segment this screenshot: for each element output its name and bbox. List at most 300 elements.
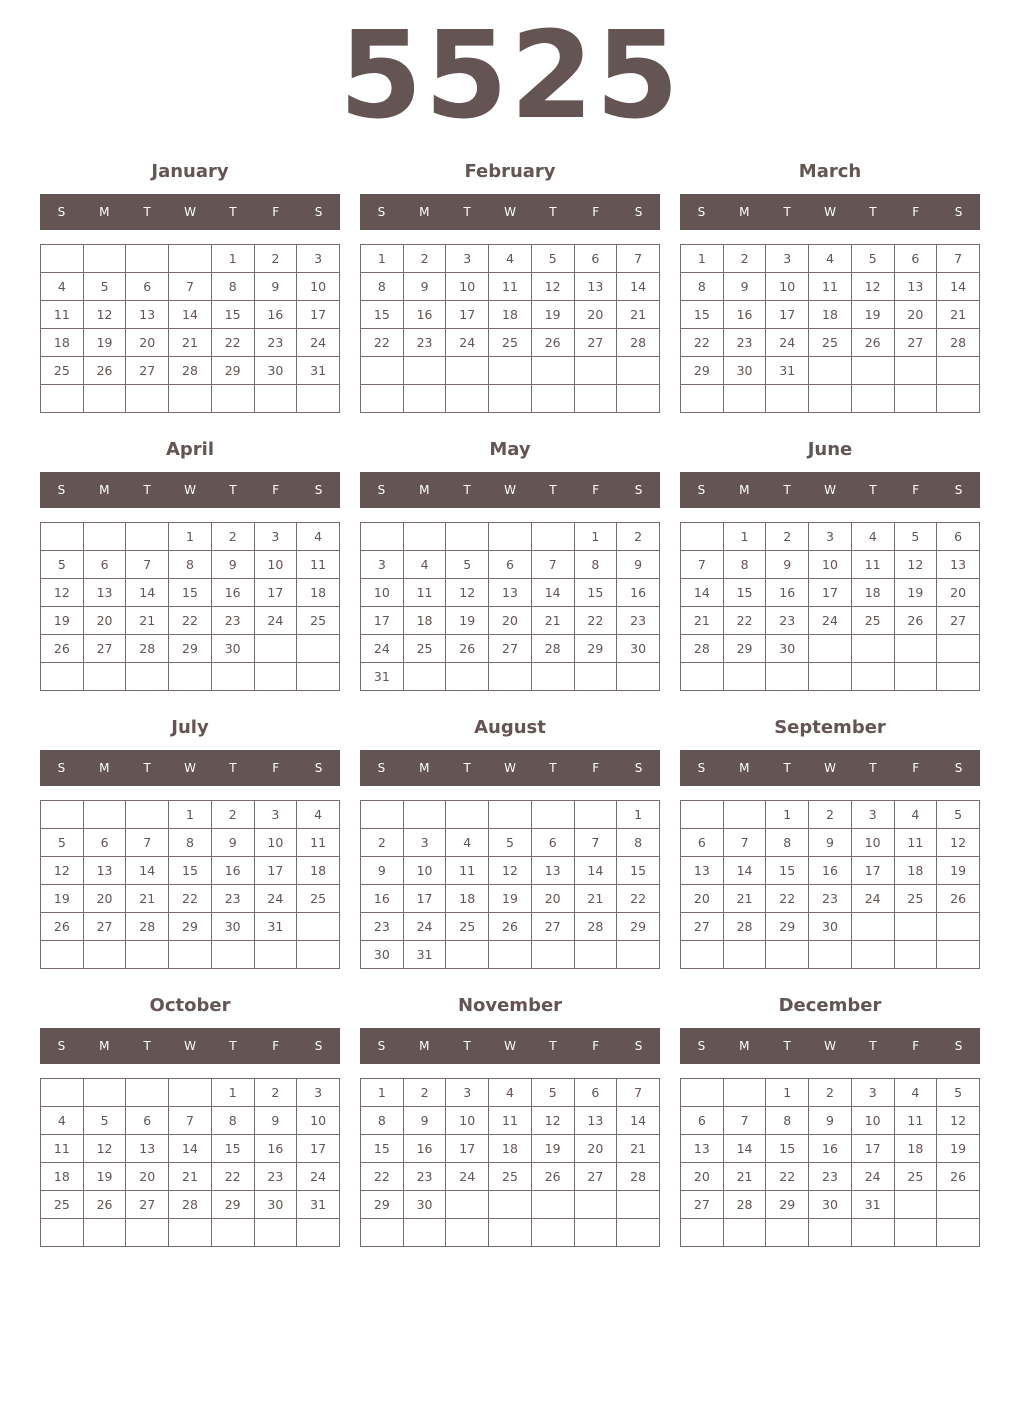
day-cell — [403, 801, 446, 829]
day-cell: 4 — [489, 1079, 532, 1107]
day-cell: 30 — [809, 1191, 852, 1219]
day-cell — [809, 663, 852, 691]
day-cell: 28 — [681, 635, 724, 663]
day-cell: 10 — [254, 551, 297, 579]
weekday-label: T — [869, 1039, 877, 1053]
day-cell: 1 — [361, 245, 404, 273]
day-cell — [41, 941, 84, 969]
day-cell: 27 — [83, 635, 126, 663]
day-cell — [254, 385, 297, 413]
day-cell — [937, 663, 980, 691]
day-cell — [531, 385, 574, 413]
day-cell: 31 — [766, 357, 809, 385]
day-cell: 31 — [297, 357, 340, 385]
day-cell: 9 — [361, 857, 404, 885]
day-grid — [40, 1078, 340, 1247]
day-cell: 9 — [254, 1107, 297, 1135]
weekday-header — [40, 194, 340, 230]
weekday-label: F — [272, 761, 280, 775]
month-name: October — [149, 995, 231, 1016]
day-cell — [851, 385, 894, 413]
day-cell: 14 — [723, 1135, 766, 1163]
week-row — [681, 273, 980, 301]
day-cell: 15 — [361, 1135, 404, 1163]
day-cell: 9 — [723, 273, 766, 301]
day-cell: 30 — [254, 1191, 297, 1219]
day-cell: 8 — [681, 273, 724, 301]
day-cell: 18 — [851, 579, 894, 607]
day-cell — [851, 635, 894, 663]
week-row — [361, 245, 660, 273]
weekday-label: S — [634, 205, 643, 219]
day-cell: 27 — [126, 1191, 169, 1219]
day-cell: 30 — [809, 913, 852, 941]
month-name: April — [165, 439, 215, 460]
day-cell — [83, 1079, 126, 1107]
day-cell: 20 — [531, 885, 574, 913]
weekday-label: T — [869, 483, 877, 497]
day-cell: 16 — [617, 579, 660, 607]
day-cell — [851, 941, 894, 969]
day-cell — [211, 941, 254, 969]
day-cell: 23 — [403, 1163, 446, 1191]
day-cell: 28 — [169, 1191, 212, 1219]
week-row — [681, 329, 980, 357]
day-cell: 30 — [766, 635, 809, 663]
day-cell: 10 — [766, 273, 809, 301]
week-row — [681, 1219, 980, 1247]
day-grid — [360, 1078, 660, 1247]
day-cell: 27 — [681, 913, 724, 941]
day-cell: 24 — [297, 329, 340, 357]
day-cell: 26 — [531, 329, 574, 357]
day-cell: 27 — [574, 1163, 617, 1191]
day-cell: 17 — [361, 607, 404, 635]
day-cell: 19 — [531, 301, 574, 329]
day-cell: 5 — [489, 829, 532, 857]
weekday-label: F — [272, 1039, 280, 1053]
day-cell: 27 — [894, 329, 937, 357]
day-cell: 28 — [617, 329, 660, 357]
day-cell: 1 — [211, 245, 254, 273]
day-cell: 26 — [446, 635, 489, 663]
day-cell: 27 — [126, 357, 169, 385]
day-cell: 18 — [446, 885, 489, 913]
day-cell: 4 — [41, 273, 84, 301]
day-cell — [574, 801, 617, 829]
weekday-label: M — [739, 205, 750, 219]
day-cell: 1 — [169, 801, 212, 829]
day-cell — [894, 357, 937, 385]
week-row — [361, 913, 660, 941]
day-cell — [937, 357, 980, 385]
day-cell: 11 — [489, 1107, 532, 1135]
weekday-label: T — [783, 483, 791, 497]
week-row — [361, 829, 660, 857]
day-cell: 4 — [41, 1107, 84, 1135]
day-cell: 21 — [169, 329, 212, 357]
day-cell — [617, 1191, 660, 1219]
day-cell: 1 — [766, 1079, 809, 1107]
week-row — [41, 941, 340, 969]
day-cell — [937, 1191, 980, 1219]
day-cell: 1 — [211, 1079, 254, 1107]
day-cell — [681, 1219, 724, 1247]
day-cell: 4 — [894, 1079, 937, 1107]
year-title: 5525 — [339, 7, 681, 146]
weekday-header — [360, 750, 660, 786]
day-grid — [680, 522, 980, 691]
day-cell: 4 — [851, 523, 894, 551]
day-cell: 3 — [446, 1079, 489, 1107]
day-cell: 23 — [809, 1163, 852, 1191]
week-row — [361, 301, 660, 329]
day-cell: 25 — [894, 1163, 937, 1191]
weekday-label: F — [272, 205, 280, 219]
day-cell — [41, 1079, 84, 1107]
day-cell: 20 — [574, 301, 617, 329]
weekday-label: T — [869, 205, 877, 219]
week-row — [681, 385, 980, 413]
day-cell: 5 — [41, 551, 84, 579]
weekday-label: T — [143, 483, 151, 497]
week-row — [41, 885, 340, 913]
day-cell: 22 — [361, 329, 404, 357]
day-cell — [531, 1191, 574, 1219]
week-row — [681, 801, 980, 829]
weekday-label: S — [634, 1039, 643, 1053]
day-cell: 23 — [809, 885, 852, 913]
day-cell: 19 — [531, 1135, 574, 1163]
day-cell: 26 — [41, 913, 84, 941]
day-cell: 18 — [41, 1163, 84, 1191]
day-cell: 25 — [489, 329, 532, 357]
day-cell — [723, 385, 766, 413]
day-cell — [361, 523, 404, 551]
week-row — [361, 273, 660, 301]
week-row — [41, 1191, 340, 1219]
day-cell — [297, 385, 340, 413]
day-cell: 18 — [403, 607, 446, 635]
day-cell: 25 — [41, 357, 84, 385]
day-cell — [851, 1219, 894, 1247]
day-cell: 15 — [766, 857, 809, 885]
day-cell: 11 — [809, 273, 852, 301]
day-cell: 25 — [403, 635, 446, 663]
day-cell — [851, 357, 894, 385]
day-cell — [937, 385, 980, 413]
day-cell: 13 — [83, 579, 126, 607]
week-row — [41, 385, 340, 413]
week-row — [41, 829, 340, 857]
day-cell: 15 — [169, 857, 212, 885]
week-row — [361, 523, 660, 551]
day-cell: 26 — [41, 635, 84, 663]
day-cell: 8 — [169, 829, 212, 857]
week-row — [41, 635, 340, 663]
day-cell: 14 — [574, 857, 617, 885]
day-grid — [40, 800, 340, 969]
day-grid — [680, 1078, 980, 1247]
day-cell — [809, 385, 852, 413]
day-cell: 25 — [809, 329, 852, 357]
day-cell: 7 — [723, 1107, 766, 1135]
day-cell: 1 — [169, 523, 212, 551]
day-cell — [681, 523, 724, 551]
weekday-label: T — [143, 761, 151, 775]
day-cell: 5 — [531, 245, 574, 273]
day-cell: 23 — [254, 1163, 297, 1191]
week-row — [681, 941, 980, 969]
day-cell: 3 — [809, 523, 852, 551]
day-cell: 2 — [766, 523, 809, 551]
weekday-label: S — [57, 205, 66, 219]
day-cell: 8 — [169, 551, 212, 579]
day-cell: 26 — [851, 329, 894, 357]
day-cell: 3 — [851, 801, 894, 829]
day-cell: 12 — [937, 829, 980, 857]
day-cell — [723, 941, 766, 969]
day-cell: 7 — [169, 273, 212, 301]
day-cell — [297, 1219, 340, 1247]
day-cell — [446, 385, 489, 413]
day-cell: 4 — [809, 245, 852, 273]
day-cell: 9 — [809, 829, 852, 857]
day-cell: 2 — [617, 523, 660, 551]
day-cell: 11 — [403, 579, 446, 607]
day-cell — [41, 663, 84, 691]
day-cell: 29 — [766, 1191, 809, 1219]
day-cell: 22 — [361, 1163, 404, 1191]
day-cell: 30 — [211, 913, 254, 941]
day-cell: 10 — [297, 273, 340, 301]
day-cell: 31 — [254, 913, 297, 941]
day-cell: 9 — [403, 273, 446, 301]
weekday-label: T — [549, 205, 557, 219]
day-cell: 4 — [297, 523, 340, 551]
weekday-label: S — [954, 761, 963, 775]
day-cell: 16 — [254, 1135, 297, 1163]
day-cell: 10 — [809, 551, 852, 579]
day-cell — [83, 385, 126, 413]
weekday-label: W — [184, 761, 196, 775]
day-cell: 11 — [297, 551, 340, 579]
day-cell: 29 — [681, 357, 724, 385]
day-cell: 17 — [254, 857, 297, 885]
month-name: September — [774, 717, 886, 738]
week-row — [41, 1219, 340, 1247]
weekday-label: S — [314, 761, 323, 775]
weekday-label: S — [954, 1039, 963, 1053]
week-row — [361, 1107, 660, 1135]
day-cell: 20 — [126, 329, 169, 357]
day-cell — [83, 941, 126, 969]
day-cell: 10 — [361, 579, 404, 607]
day-cell: 19 — [489, 885, 532, 913]
day-cell — [297, 663, 340, 691]
day-cell — [446, 663, 489, 691]
day-cell — [489, 357, 532, 385]
weekday-label: F — [912, 205, 920, 219]
day-cell: 20 — [894, 301, 937, 329]
weekday-label: T — [463, 483, 471, 497]
month-name: January — [151, 161, 229, 182]
weekday-label: S — [634, 483, 643, 497]
day-cell — [361, 801, 404, 829]
weekday-label: M — [739, 761, 750, 775]
day-cell — [894, 663, 937, 691]
day-cell — [809, 941, 852, 969]
weekday-label: S — [57, 761, 66, 775]
day-cell — [126, 245, 169, 273]
day-cell — [489, 941, 532, 969]
day-cell: 19 — [83, 329, 126, 357]
day-cell: 30 — [403, 1191, 446, 1219]
weekday-header — [680, 194, 980, 230]
day-cell: 16 — [403, 1135, 446, 1163]
day-cell: 20 — [681, 885, 724, 913]
week-row — [361, 1219, 660, 1247]
day-cell: 2 — [254, 1079, 297, 1107]
weekday-label: S — [697, 1039, 706, 1053]
day-cell: 20 — [83, 607, 126, 635]
day-grid — [40, 244, 340, 413]
day-cell — [489, 1219, 532, 1247]
week-row — [41, 1079, 340, 1107]
day-cell: 22 — [574, 607, 617, 635]
day-cell: 1 — [361, 1079, 404, 1107]
day-cell — [126, 385, 169, 413]
day-cell: 6 — [574, 1079, 617, 1107]
day-cell: 7 — [574, 829, 617, 857]
day-cell — [681, 801, 724, 829]
day-cell — [211, 663, 254, 691]
weekday-label: M — [99, 1039, 110, 1053]
day-cell: 21 — [531, 607, 574, 635]
weekday-label: W — [184, 483, 196, 497]
day-cell — [489, 523, 532, 551]
day-cell — [574, 941, 617, 969]
day-cell — [446, 1191, 489, 1219]
weekday-label: T — [463, 761, 471, 775]
day-cell: 26 — [894, 607, 937, 635]
day-cell: 8 — [766, 1107, 809, 1135]
weekday-label: T — [143, 1039, 151, 1053]
day-cell: 5 — [937, 1079, 980, 1107]
day-cell: 17 — [851, 857, 894, 885]
day-cell: 21 — [937, 301, 980, 329]
day-cell: 9 — [617, 551, 660, 579]
weekday-label: W — [824, 205, 836, 219]
day-cell: 21 — [681, 607, 724, 635]
day-cell: 31 — [297, 1191, 340, 1219]
day-grid — [360, 244, 660, 413]
day-cell: 6 — [681, 829, 724, 857]
day-cell: 5 — [937, 801, 980, 829]
week-row — [681, 357, 980, 385]
day-cell — [574, 385, 617, 413]
day-cell: 21 — [574, 885, 617, 913]
week-row — [681, 1135, 980, 1163]
week-row — [41, 273, 340, 301]
day-cell: 14 — [169, 1135, 212, 1163]
day-cell: 27 — [574, 329, 617, 357]
day-cell: 11 — [894, 1107, 937, 1135]
day-cell: 14 — [937, 273, 980, 301]
day-cell: 23 — [361, 913, 404, 941]
day-cell: 14 — [126, 857, 169, 885]
day-cell: 1 — [681, 245, 724, 273]
day-cell: 1 — [574, 523, 617, 551]
weekday-label: T — [549, 761, 557, 775]
day-cell: 24 — [297, 1163, 340, 1191]
day-cell: 7 — [169, 1107, 212, 1135]
weekday-label: W — [824, 1039, 836, 1053]
day-cell — [531, 1219, 574, 1247]
weekday-label: S — [377, 205, 386, 219]
week-row — [361, 551, 660, 579]
day-cell — [894, 635, 937, 663]
day-cell: 2 — [809, 1079, 852, 1107]
day-cell: 11 — [489, 273, 532, 301]
weekday-label: W — [184, 205, 196, 219]
day-cell: 13 — [126, 1135, 169, 1163]
day-cell: 22 — [169, 607, 212, 635]
day-cell: 20 — [83, 885, 126, 913]
day-cell: 1 — [723, 523, 766, 551]
day-cell: 21 — [723, 1163, 766, 1191]
day-cell: 4 — [403, 551, 446, 579]
day-cell — [41, 801, 84, 829]
day-cell: 16 — [766, 579, 809, 607]
day-cell — [41, 523, 84, 551]
weekday-label: M — [419, 483, 430, 497]
weekday-header — [360, 1028, 660, 1064]
day-cell — [937, 635, 980, 663]
day-cell: 9 — [211, 829, 254, 857]
day-cell — [403, 1219, 446, 1247]
day-cell: 26 — [937, 885, 980, 913]
day-cell: 19 — [83, 1163, 126, 1191]
day-cell — [169, 1079, 212, 1107]
day-cell: 31 — [403, 941, 446, 969]
day-cell — [681, 663, 724, 691]
day-grid — [680, 800, 980, 969]
day-cell: 10 — [297, 1107, 340, 1135]
week-row — [41, 857, 340, 885]
day-cell: 11 — [446, 857, 489, 885]
weekday-label: T — [783, 761, 791, 775]
week-row — [681, 913, 980, 941]
weekday-header — [360, 472, 660, 508]
day-cell: 28 — [126, 913, 169, 941]
day-cell: 8 — [574, 551, 617, 579]
day-cell: 19 — [41, 885, 84, 913]
weekday-label: M — [419, 761, 430, 775]
day-cell — [254, 663, 297, 691]
day-cell — [83, 523, 126, 551]
day-cell: 23 — [617, 607, 660, 635]
day-cell: 17 — [403, 885, 446, 913]
day-cell — [83, 663, 126, 691]
day-cell — [766, 663, 809, 691]
weekday-label: T — [143, 205, 151, 219]
weekday-label: F — [912, 483, 920, 497]
day-cell: 15 — [361, 301, 404, 329]
day-cell: 6 — [126, 1107, 169, 1135]
month-name: August — [474, 717, 546, 738]
week-row — [41, 551, 340, 579]
